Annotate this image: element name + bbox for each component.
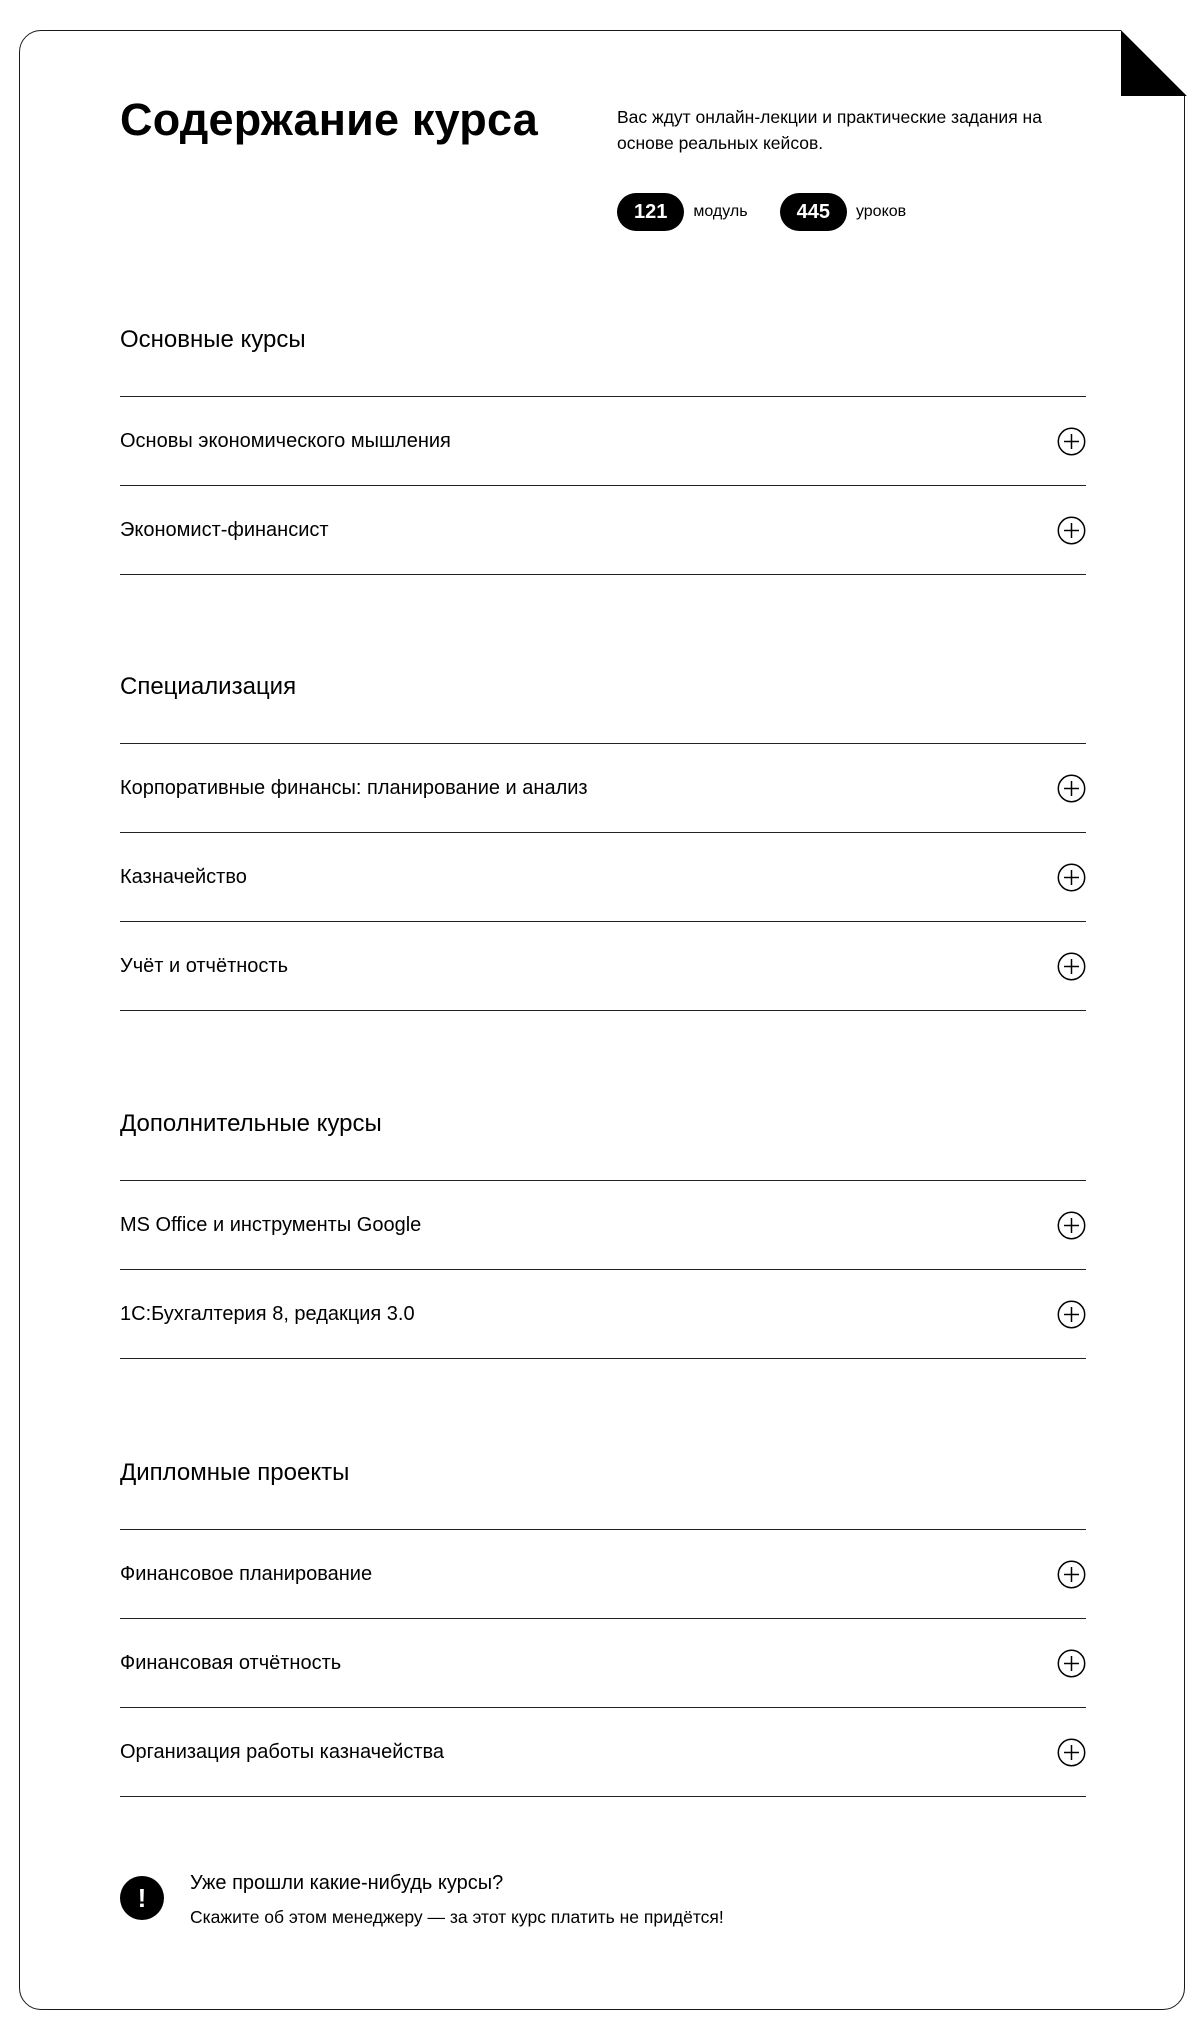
accordion-row-label: Экономист-финансист (120, 519, 329, 541)
accordion-row-label: Корпоративные финансы: планирование и анализ (120, 777, 588, 799)
exclamation-icon: ! (120, 1876, 164, 1920)
plus-circle-icon[interactable] (1057, 427, 1086, 456)
accordion-row[interactable] (120, 1181, 1086, 1270)
plus-circle-icon[interactable] (1057, 863, 1086, 892)
accordion-row[interactable] (120, 1708, 1086, 1797)
notice-subtitle: Скажите об этом менеджеру — за этот курс платить не придётся! (190, 1907, 724, 1927)
modules-count-badge: 121 (617, 193, 684, 231)
modules-label: модуль (693, 203, 748, 220)
accordion-row[interactable] (120, 1619, 1086, 1708)
accordion-row-label: Казначейство (120, 866, 247, 888)
plus-circle-icon[interactable] (1057, 516, 1086, 545)
page-title: Содержание курса (120, 94, 538, 145)
section-title: Основные курсы (120, 326, 306, 353)
section-title: Дипломные проекты (120, 1459, 350, 1486)
section-list (120, 396, 1086, 575)
accordion-row[interactable] (120, 922, 1086, 1011)
section-list (120, 1180, 1086, 1359)
section-additional-courses (120, 1108, 1086, 1359)
lessons-count-badge: 445 (780, 193, 847, 231)
section-title: Дополнительные курсы (120, 1110, 382, 1137)
plus-circle-icon[interactable] (1057, 1738, 1086, 1767)
plus-circle-icon[interactable] (1057, 1560, 1086, 1589)
accordion-row-label: Основы экономического мышления (120, 430, 451, 452)
plus-circle-icon[interactable] (1057, 1211, 1086, 1240)
plus-circle-icon[interactable] (1057, 1300, 1086, 1329)
prior-courses-notice (120, 1872, 724, 1929)
accordion-row-label: Финансовое планирование (120, 1563, 373, 1585)
accordion-row-label: Учёт и отчётность (120, 955, 288, 977)
section-list (120, 743, 1086, 1011)
accordion-row-label: MS Office и инструменты Google (120, 1214, 422, 1236)
section-specialization (120, 671, 1086, 1011)
accordion-row-label: 1С:Бухгалтерия 8, редакция 3.0 (120, 1303, 415, 1325)
plus-circle-icon[interactable] (1057, 952, 1086, 981)
course-stats (617, 193, 938, 231)
folded-corner-icon (1121, 30, 1187, 96)
accordion-row[interactable] (120, 744, 1086, 833)
section-title: Специализация (120, 673, 297, 700)
lessons-label: уроков (855, 203, 907, 220)
notice-title: Уже прошли какие-нибудь курсы? (190, 1872, 504, 1894)
section-diploma-projects (120, 1457, 1086, 1797)
accordion-row[interactable] (120, 1530, 1086, 1619)
lessons-stat (780, 193, 907, 231)
intro-text: Вас ждут онлайн-лекции и практические задания на основе реальных кейсов. (617, 107, 1042, 153)
accordion-row[interactable] (120, 397, 1086, 486)
accordion-row[interactable] (120, 486, 1086, 575)
accordion-row-label: Организация работы казначейства (120, 1741, 445, 1763)
section-list (120, 1529, 1086, 1797)
modules-stat (617, 193, 748, 231)
accordion-row-label: Финансовая отчётность (120, 1652, 342, 1674)
plus-circle-icon[interactable] (1057, 1649, 1086, 1678)
accordion-row[interactable] (120, 833, 1086, 922)
plus-circle-icon[interactable] (1057, 774, 1086, 803)
section-main-courses (120, 324, 1086, 575)
notice-text (190, 1872, 724, 1929)
accordion-row[interactable] (120, 1270, 1086, 1359)
